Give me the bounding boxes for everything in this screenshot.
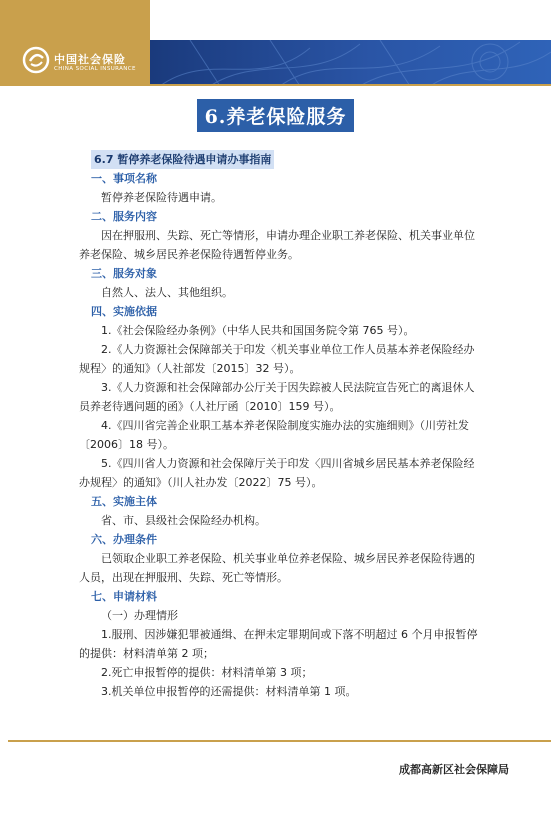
banner-pattern [150,40,551,86]
social-insurance-emblem-icon [22,46,50,74]
header-gold-stripe [118,84,551,86]
body-paragraph: 自然人、法人、其他组织。 [101,286,233,299]
section-title-row [0,99,551,132]
body-paragraph: 1.服刑、因涉嫌犯罪被通缉、在押未定罪期间或下落不明超过 6 个月申报暂停的提供：材料清单第 2 项； [79,628,478,660]
body-paragraph: 3.机关单位申报暂停的还需提供：材料清单第 1 项。 [101,685,357,698]
body-paragraph: 2.死亡申报暂停的提供：材料清单第 3 项； [101,666,313,679]
section-heading: 六、办理条件 [91,533,157,546]
footer-divider [8,740,551,742]
section-heading: 三、服务对象 [91,267,157,280]
body-paragraph: 2.《人力资源社会保障部关于印发〈机关事业单位工作人员基本养老保险经办规程〉的通知》（人社部发〔2015〕32 号）。 [79,343,475,375]
body-paragraph: 省、市、县级社会保险经办机构。 [101,514,266,527]
logo-title: 中国社会保险 [54,53,126,66]
body-paragraph: 已领取企业职工养老保险、机关事业单位养老保险、城乡居民养老保险待遇的人员，出现在押服刑、失踪、死亡等情形。 [79,552,475,584]
logo-subtitle: CHINA SOCIAL INSURANCE [54,66,136,72]
body-paragraph: 1.《社会保险经办条例》（中华人民共和国国务院令第 765 号）。 [101,324,415,337]
section-heading: 二、服务内容 [91,210,157,223]
guide-subtitle: 6.7 暂停养老保险待遇申请办事指南 [91,150,274,169]
body-paragraph: （一）办理情形 [101,609,178,622]
section-title: 6.养老保险服务 [197,99,355,132]
body-paragraph: 因在押服刑、失踪、死亡等情形，申请办理企业职工养老保险、机关事业单位养老保险、城乡居民养老保险待遇暂停业务。 [79,229,475,261]
logo-panel [0,0,150,86]
document-body [79,150,479,701]
body-paragraph: 5.《四川省人力资源和社会保障厅关于印发〈四川省城乡居民基本养老保险经办规程〉的通知》（川人社办发〔2022〕75 号）。 [79,457,475,489]
page-header [0,0,551,86]
body-paragraph: 3.《人力资源和社会保障部办公厅关于因失踪被人民法院宣告死亡的离退休人员养老待遇问题的函》（人社厅函〔2010〕159 号）。 [79,381,475,413]
section-heading: 五、实施主体 [91,495,157,508]
section-heading: 七、申请材料 [91,590,157,603]
footer-organization: 成都高新区社会保障局 [399,763,509,776]
body-paragraph: 4.《四川省完善企业职工基本养老保险制度实施办法的实施细则》（川劳社发〔2006〕18 号）。 [79,419,469,451]
section-heading: 一、事项名称 [91,172,157,185]
body-paragraph: 暂停养老保险待遇申请。 [101,191,222,204]
header-banner [150,40,551,86]
section-heading: 四、实施依据 [91,305,157,318]
